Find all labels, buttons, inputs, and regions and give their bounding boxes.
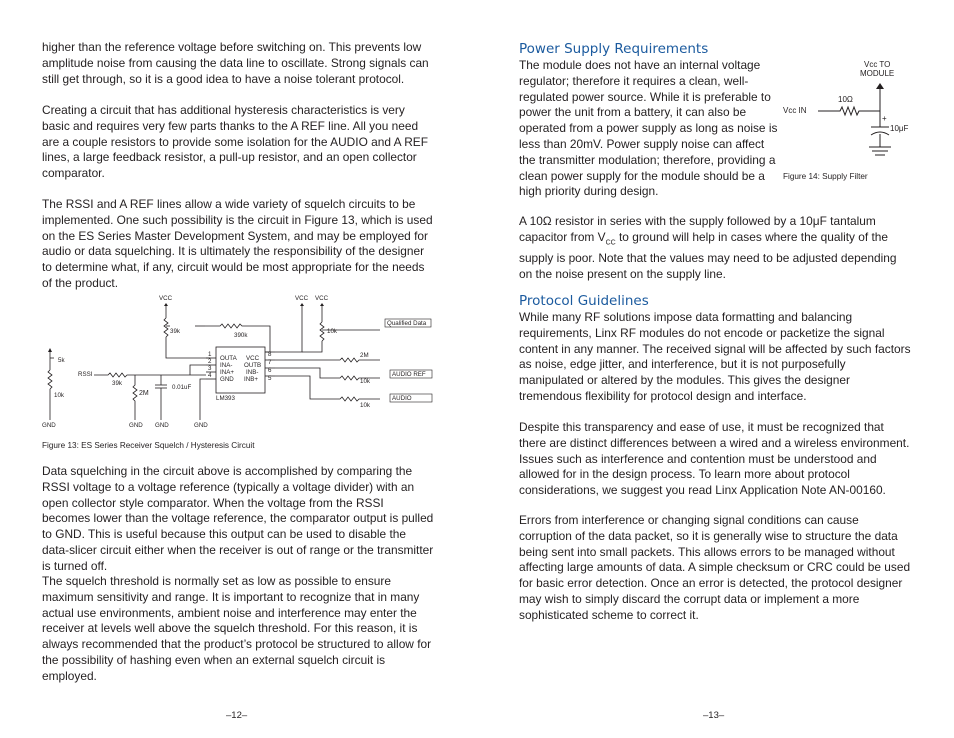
r-390k-label: 390k bbox=[234, 332, 248, 339]
ic-label-inb-minus: INB- bbox=[246, 369, 259, 376]
cap-0-01uf-label: 0.01uF bbox=[172, 384, 192, 391]
rssi-label: RSSI bbox=[78, 371, 93, 378]
figure-14-caption: Figure 14: Supply Filter bbox=[783, 172, 868, 181]
paragraph-protocol-flexibility: While many RF solutions impose data formatting and balancing requirements, Linx RF modules do not encode or packetize the signal content in any manner. The received signal will be affected by such factors as noise, edge jitter, and interference, but it is not purposefully manipulated or altered by the modules. This gives the designer tremendous flexibility for protocol design and interface. bbox=[519, 310, 911, 403]
r-39k-rssi-label: 39k bbox=[112, 380, 122, 387]
gnd-label-3: GND bbox=[155, 422, 169, 429]
heading-power-supply: Power Supply Requirements bbox=[519, 41, 709, 57]
audio-ref-label: AUDIO REF bbox=[392, 371, 426, 378]
paragraph-error-handling: Errors from interference or changing signal conditions can cause corruption of the data packet, so it is generally wise to structure the data being sent into small packets. This allows errors to be managed without affecting large amounts of data. A simple checksum or CRC could be used for basic error detection. Once an error is detected, the protocol designer may wish to simply discard the corrupt data or implement a more sophisticated scheme to correct it. bbox=[519, 513, 911, 622]
ic-pin-6: 6 bbox=[268, 367, 272, 374]
paragraph-hysteresis-intro: higher than the reference voltage before switching on. This prevents low amplitude noise from causing the data line to oscillate. Strong signals can still get through, so it is a good idea to have a noise tolerant protocol. bbox=[42, 40, 429, 86]
ic-label-outa: OUTA bbox=[220, 355, 237, 362]
vcc-in-label: Vcc IN bbox=[783, 106, 807, 115]
ic-pin-5: 5 bbox=[268, 375, 272, 382]
qualified-data-label: Qualified Data bbox=[387, 320, 427, 327]
gnd-label-4: GND bbox=[194, 422, 208, 429]
r-10k-aref-label: 10k bbox=[360, 378, 370, 385]
ic-pin-4: 4 bbox=[208, 372, 212, 379]
ic-pin-7: 7 bbox=[268, 359, 272, 366]
ic-label-vcc: VCC bbox=[246, 355, 260, 362]
ic-label-ina-minus: INA- bbox=[220, 362, 233, 369]
ic-label-ina-plus: INA+ bbox=[220, 369, 234, 376]
gnd-label-2: GND bbox=[129, 422, 143, 429]
gnd-label-1: GND bbox=[42, 422, 56, 429]
figure-13-caption: Figure 13: ES Series Receiver Squelch / Hysteresis Circuit bbox=[42, 441, 255, 450]
page-number-left: –12– bbox=[226, 710, 248, 721]
ic-pin-1: 1 bbox=[208, 351, 212, 358]
r-5k-label: 5k bbox=[58, 357, 65, 364]
figure-14-supply-filter bbox=[780, 55, 920, 170]
r-10k-left-label: 10k bbox=[54, 392, 64, 399]
ic-pin-8: 8 bbox=[268, 351, 272, 358]
ic-pin-3: 3 bbox=[208, 365, 212, 372]
audio-label: AUDIO bbox=[392, 395, 412, 402]
paragraph-power-supply: The module does not have an internal voltage regulator; therefore it requires a clean, well-regulated power source. While it is preferable to power the unit from a battery, it can also be operated from a power supply as long as noise is less than 20mV. Power supply noise can affect the transmitter modulation; therefore, providing a clean power supply for the module should be a high priority during design. bbox=[519, 58, 778, 199]
ic-name-lm393: LM393 bbox=[216, 395, 235, 402]
ic-label-gnd: GND bbox=[220, 376, 234, 383]
r-39k-top-label: 39k bbox=[170, 328, 180, 335]
ic-label-inb-plus: INB+ bbox=[244, 376, 258, 383]
paragraph-aref-circuit: Creating a circuit that has additional hysteresis characteristics is very basic and requires very few parts thanks to the A REF line. All you need are a couple resistors to provide some isolation for the AUDIO and A REF lines, a large feedback resistor, a pull-up resistor, and an open collector comparator. bbox=[42, 103, 428, 181]
r-10k-pullup-label: 10k bbox=[327, 328, 337, 335]
paragraph-data-squelching: Data squelching in the circuit above is accomplished by comparing the RSSI voltage to a voltage reference (typically a voltage divider) with an open collector style comparator. When the voltage from the RSSI becomes lower than the voltage reference, the comparator output is pulled to GND. This is useful because this output can be used to disable the data-slicer circuit either when the receiver is out of range or the transmitter is turned off. bbox=[42, 464, 434, 573]
r-2m-left-label: 2M bbox=[139, 390, 149, 397]
vcc-label-2: VCC bbox=[295, 295, 309, 302]
r-2m-right-label: 2M bbox=[360, 352, 369, 359]
r-10k-audio-label: 10k bbox=[360, 402, 370, 409]
heading-protocol-guidelines: Protocol Guidelines bbox=[519, 293, 649, 309]
resistor-10-ohm-label: 10Ω bbox=[838, 95, 853, 104]
paragraph-squelch-threshold: The squelch threshold is normally set as low as possible to ensure maximum sensitivity and range. It is important to recognize that in many actual use environments, ambient noise and interference may enter the receiver at levels well above the squelch threshold. For this reason, it is always recommended that the product’s protocol be structured to allow for the possibility of hashing even when an external squelch circuit is employed. bbox=[42, 574, 432, 683]
vcc-label-1: VCC bbox=[159, 295, 173, 302]
vcc-to-label: Vcc TO bbox=[864, 60, 891, 69]
paragraph-wired-vs-wireless: Despite this transparency and ease of use, it must be recognized that there are distinct differences between a wired and a wireless environment. Issues such as interference and contention must be understood and allowed for in the design process. To learn more about protocol considerations, we suggest you read Linx Application Note AN-00160. bbox=[519, 420, 910, 498]
ic-pin-2: 2 bbox=[208, 358, 212, 365]
module-label: MODULE bbox=[860, 69, 895, 78]
page-number-right: –13– bbox=[703, 710, 725, 721]
paragraph-resistor-capacitor: A 10Ω resistor in series with the supply followed by a 10μF tantalum capacitor from $V_{CC}$ to ground will help in cases where the quality of the supply is poor. Note that the values may need to be adjusted depending on the noise present on the supply line. bbox=[519, 214, 897, 281]
paragraph-squelch-variety: The RSSI and A REF lines allow a wide variety of squelch circuits to be implemented. One such possibility is the circuit in Figure 13, which is used on the ES Series Master Development System, and may be employed for audio or data squelching. It is ultimately the responsibility of the designer to determine what, if any, circuit would be most appropriate for the needs of the product. bbox=[42, 197, 433, 290]
vcc-label-3: VCC bbox=[315, 295, 329, 302]
ic-label-outb: OUTB bbox=[244, 362, 262, 369]
capacitor-10uf-label: 10μF bbox=[890, 124, 909, 133]
figure-13-squelch-circuit bbox=[40, 290, 440, 440]
capacitor-plus-label: + bbox=[882, 114, 887, 123]
